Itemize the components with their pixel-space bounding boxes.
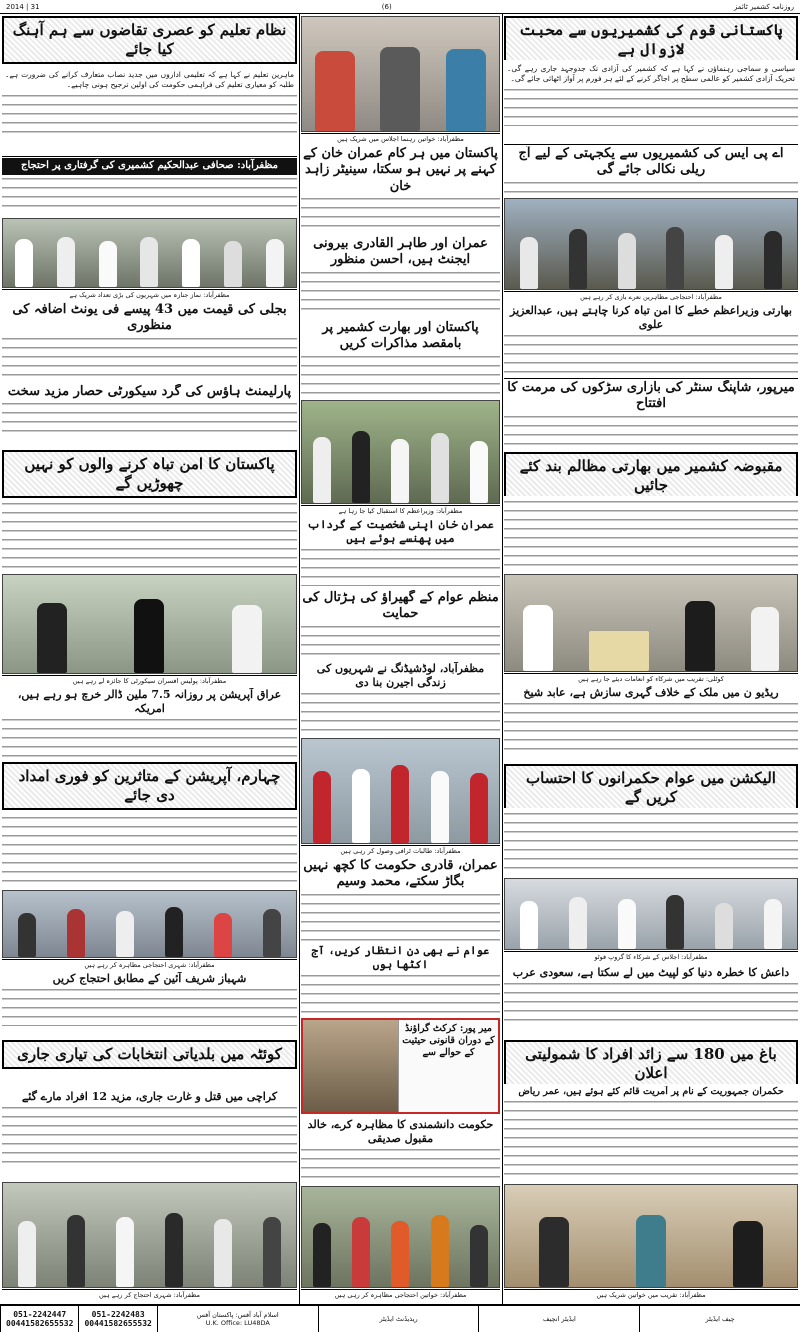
right-headline-1: پاکستانی قوم کی کشمیریوں سے محبت لازوال ہے <box>504 16 798 60</box>
left-headline-8: شہباز شریف آئین کے مطابق احتجاج کریں <box>2 972 297 1038</box>
mid-caption-4: مظفرآباد: خواتین احتجاجی مظاہرہ کر رہی ہیں <box>301 1289 500 1299</box>
right-caption-3: مظفرآباد: اجلاس کے شرکاء کا گروپ فوٹو <box>504 951 798 961</box>
mid-headline-3: پاکستان اور بھارت کشمیر پر بامقصد مذاکرات کریں <box>301 320 500 398</box>
masthead-page-number: (6) <box>381 2 392 11</box>
mid-boxed-photo <box>303 1020 399 1112</box>
footer-phones-1: 051-2242483 00441582655532 <box>78 1306 156 1332</box>
left-headline-6: عراق آپریشن پر روزانہ 7.5 ملین ڈالر خرچ ہو رہے ہیں، امریکہ <box>2 688 297 758</box>
left-caption-3: مظفرآباد: شہری احتجاجی مظاہرہ کر رہے ہیں <box>2 959 297 969</box>
right-headline-2: اے پی ایس کی کشمیریوں سے یکجہتی کے لیے آج ریلی نکالی جائے گی <box>504 146 798 196</box>
mid-headline-2: عمران اور طاہر القادری بیرونی ایجنٹ ہیں، احسن منظور <box>301 236 500 318</box>
left-headline-4: پارلیمنٹ ہاؤس کی گرد سیکورٹی حصار مزید سخت <box>2 384 297 448</box>
mid-photo-1 <box>301 16 500 132</box>
mid-caption-3: مظفرآباد: طالبات ٹرافی وصول کر رہی ہیں <box>301 845 500 855</box>
mid-headline-4: عمران خان اپنی شخصیت کے گرداب میں پھنسے ہوئے ہیں <box>301 518 500 588</box>
right-headline-5: مقبوضہ کشمیر میں بھارتی مظالم بند کئے جائیں <box>504 452 798 496</box>
left-caption-2: مظفرآباد: پولیس افسران سیکورٹی کا جائزہ لے رہے ہیں <box>2 675 297 685</box>
left-headline-3: بجلی کی قیمت میں 43 پیسے فی یونٹ اضافہ کی منظوری <box>2 302 297 382</box>
mid-caption-1: مظفرآباد: خواتین رہنما اجلاس میں شریک ہیں <box>301 133 500 143</box>
footer-resident-editor: ریذیڈنٹ ایڈیٹر <box>318 1306 479 1332</box>
right-headline-4: میرپور، شاپنگ سنٹر کی بازاری سڑکوں کی مرمت کا افتتاح <box>504 380 798 450</box>
left-headline-2: مظفرآباد: صحافی عبدالحکیم کشمیری کی گرفتاری پر احتجاج <box>2 158 297 216</box>
right-photo-1 <box>504 198 798 290</box>
column-rule <box>502 14 503 1304</box>
footer-phones-0: 051-2242447 00441582655532 <box>0 1306 78 1332</box>
right-headline-7: الیکشن میں عوام حکمرانوں کا احتساب کریں گے <box>504 764 798 808</box>
left-photo-2 <box>2 574 297 674</box>
right-headline-8: داعش کا خطرہ دنیا کو لپیٹ میں لے سکتا ہے، سعودی عرب <box>504 966 798 1038</box>
right-story-1: سیاسی و سماجی رہنماؤں نے کہا ہے کہ کشمیر کی آزادی تک جدوجہد جاری رہے گی۔ تحریک آزادی کشمیر کو عالمی سطح پر اجاگر کرنے کے لئے ہر فورم پر آواز اٹھائی جائے گی۔ <box>504 62 798 142</box>
masthead-paper: روزنامہ کشمیر ٹائمز <box>733 2 794 11</box>
right-caption-4: مظفرآباد: تقریب میں خواتین شریک ہیں <box>504 1289 798 1299</box>
right-column <box>504 14 798 1304</box>
masthead <box>0 0 800 14</box>
mid-photo-3 <box>301 738 500 844</box>
left-caption-4: مظفرآباد: شہری احتجاج کر رہے ہیں <box>2 1289 297 1299</box>
mid-headline-6: مظفرآباد، لوڈشیڈنگ نے شہریوں کی زندگی اجیرن بنا دی <box>301 662 500 736</box>
right-photo-3 <box>504 878 798 950</box>
left-headline-10: کراچی میں قتل و غارت جاری، مزید 12 افراد مارے گئے <box>2 1090 297 1180</box>
imprint-footer <box>0 1304 800 1332</box>
mid-headline-8: عوام نے بھی دن انتظار کریں، آج اکٹھا ہوں <box>301 944 500 1016</box>
right-caption-2: کوٹلی: تقریب میں شرکاء کو انعامات دیئے جا رہے ہیں <box>504 673 798 683</box>
left-photo-3 <box>2 890 297 958</box>
column-rule <box>299 14 300 1304</box>
right-photo-4 <box>504 1184 798 1288</box>
footer-chief-editor: چیف ایڈیٹر <box>639 1306 800 1332</box>
left-headline-5: پاکستان کا امن تباہ کرنے والوں کو نہیں چھوڑیں گے <box>2 450 297 498</box>
mid-photo-4 <box>301 1186 500 1288</box>
left-headline-7: چہارم، آپریشن کے متاثرین کو فوری امداد دی جائے <box>2 762 297 812</box>
right-caption-1: مظفرآباد: احتجاجی مظاہرین نعرے بازی کر رہے ہیں <box>504 291 798 301</box>
mid-photo-2 <box>301 400 500 504</box>
right-headline-6: ریڈیو ن میں ملک کے خلاف گہری سازش ہے، عابد شیخ <box>504 686 798 762</box>
mid-headline-1: پاکستان میں ہر کام عمران خان کے کہنے پر نہیں ہو سکتا، سینیٹر زاہد خان <box>301 146 500 234</box>
mid-headline-5: منظم عوام کے گھیراؤ کی ہڑتال کی حمایت <box>301 590 500 660</box>
masthead-date: 31 | 2014 <box>6 2 40 11</box>
left-column <box>2 14 297 1304</box>
right-headline-10: حکمران جمہوریت کے نام پر آمریت قائم کئے ہوئے ہیں، عمر ریاض <box>504 1086 798 1182</box>
left-story-1: ماہرین تعلیم نے کہا ہے کہ تعلیمی اداروں میں جدید نصاب متعارف کرانے کی ضرورت ہے۔ طلبہ کو معیاری تعلیم کی فراہمی حکومت کی اولین ترجیح ہونی چاہیے۔ <box>2 68 297 154</box>
right-headline-9: باغ میں 180 سے زائد افراد کا شمولیتی اعلان <box>504 1040 798 1084</box>
right-photo-2 <box>504 574 798 672</box>
mid-boxed-story: میر پور: کرکٹ گراؤنڈ کے دوران قانونی حیثیت کے حوالے سے <box>301 1018 500 1114</box>
left-caption-1: مظفرآباد: نماز جنازہ میں شہریوں کی بڑی تعداد شریک ہے <box>2 289 297 299</box>
left-photo-1 <box>2 218 297 288</box>
mid-headline-7: عمران، قادری حکومت کا کچھ نہیں بگاڑ سکتے، محمد وسیم <box>301 858 500 942</box>
footer-office: اسلام آباد آفس: پاکستان آفس U.K. Office: LU48DA <box>157 1306 318 1332</box>
right-headline-3: بھارتی وزیراعظم خطے کا امن تباہ کرنا چاہتے ہیں، عبدالعزیز علوی <box>504 304 798 376</box>
left-headline-1: نظام تعلیم کو عصری تقاضوں سے ہم آہنگ کیا جائے <box>2 16 297 66</box>
footer-editor: ایڈیٹر انچیف <box>478 1306 639 1332</box>
left-photo-4 <box>2 1182 297 1288</box>
middle-column <box>301 14 500 1304</box>
mid-caption-2: مظفرآباد: وزیراعظم کا استقبال کیا جا رہا ہے <box>301 505 500 515</box>
left-headline-9: کوئٹہ میں بلدیاتی انتخابات کی تیاری جاری <box>2 1040 297 1088</box>
mid-headline-9: حکومت دانشمندی کا مظاہرہ کرے، خالد مقبول صدیقی <box>301 1118 500 1184</box>
